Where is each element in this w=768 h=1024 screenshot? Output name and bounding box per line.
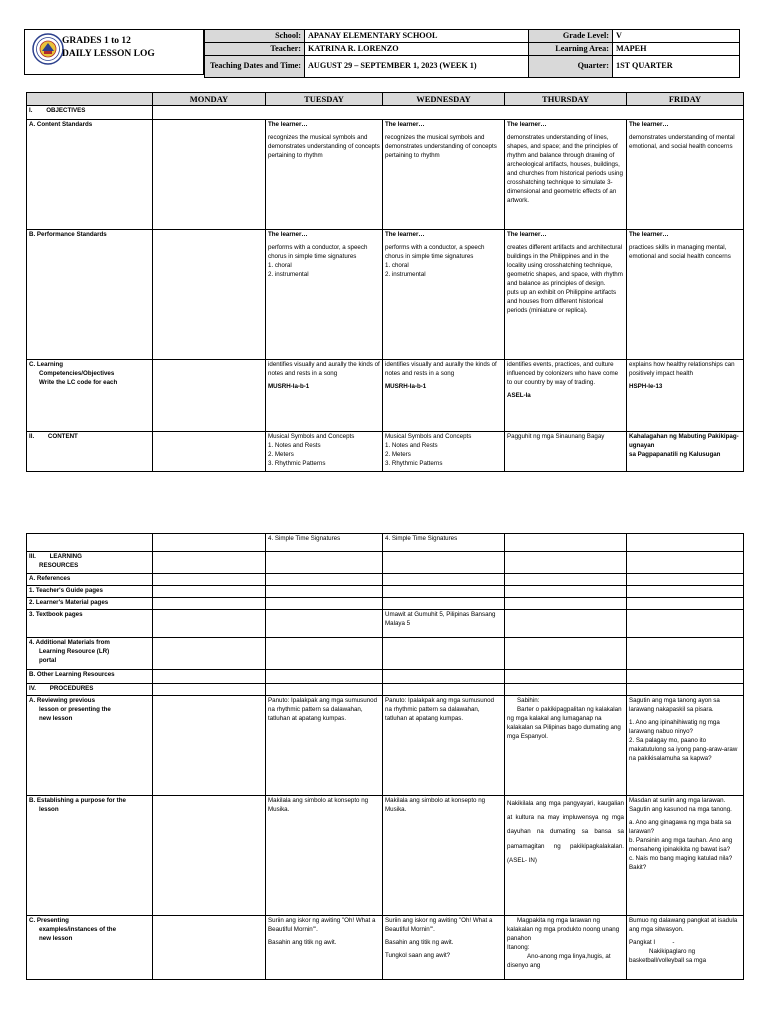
textbook-label: 3. Textbook pages (27, 609, 153, 637)
purpose-thu: Nakikilala ang mga pangyayari, kaugalian at kultura na may impluwensya ng mga dayuhan na dumating sa bansa sa pamamagitan ng pakikipagkalakalan. (ASEL- IN) (505, 795, 627, 915)
competencies-label (27, 360, 153, 432)
lc-wed-text: identifies visually and aurally the kinds of notes and rests in a song (385, 361, 497, 378)
log-title (62, 35, 155, 61)
lr-wed (383, 552, 505, 574)
ps-wed-head: The learner… (385, 231, 425, 239)
ref-wed (383, 574, 505, 586)
ref-mon (153, 574, 266, 586)
quarter-label: Quarter: (529, 55, 613, 77)
ps-wed-text: performs with a conductor, a speech chorus in simple time signatures (385, 244, 485, 261)
lesson-log-table-1 (26, 92, 744, 472)
header-title-box (24, 29, 204, 75)
cs-tue-head: The learner… (268, 121, 308, 129)
ps-tue-item-1: 1. choral (268, 262, 292, 270)
content-wed-2: 1. Notes and Rests (385, 442, 438, 450)
purpose-mon (153, 795, 266, 915)
content-standards-label: A. Content Standards (27, 120, 153, 230)
purpose-label (27, 795, 153, 915)
cont-mon (153, 534, 266, 552)
presenting-fri-2: Pangkat I - (629, 938, 675, 946)
content-standards-fri (627, 120, 744, 230)
content-standards-thu (505, 120, 627, 230)
tb-wed: Umawit at Gumuhit 5, Pilipinas Bansang Malaya 5 (383, 609, 505, 637)
content-fri-1: Kahalagahan ng Mabuting Pakikipag-ugnayan (629, 433, 739, 450)
cont-fri (627, 534, 744, 552)
purpose-label-2: lesson (39, 805, 59, 813)
lc-thu-code: ASEL-Ia (507, 392, 531, 400)
lm-thu (505, 597, 627, 609)
cont-wed: 4. Simple Time Signatures (383, 534, 505, 552)
day-header-wednesday: WEDNESDAY (383, 93, 505, 106)
lr-tue (266, 552, 383, 574)
ps-wed-item-2: 2. instrumental (385, 271, 426, 279)
content-tue-3: 2. Meters (268, 451, 294, 459)
review-thu-2: Barter o pakikipagpalitan ng kalakalan ng mga kalakal ang lumaganap na kalakalan sa Pilipinas bago dumating ang mga Espanyol. (507, 705, 622, 740)
presenting-thu-1: Magpakita ng mga larawan ng kalakalan ng mga produkto noong unang panahon (507, 916, 620, 942)
presenting-thu-2: Itanong: (507, 943, 530, 951)
references-label: A. References (27, 574, 153, 586)
lesson-log-table-2 (26, 533, 744, 980)
objectives-label: I. OBJECTIVES (27, 106, 153, 120)
content-wed-1: Musical Symbols and Concepts (385, 433, 472, 441)
lm-wed (383, 597, 505, 609)
additional-label-3: portal (39, 656, 57, 664)
teacher-value: KATRINA R. LORENZO (305, 42, 529, 55)
cont-thu (505, 534, 627, 552)
competencies-label-3: Write the LC code for each (39, 379, 118, 387)
presenting-tue-1: Suriin ang iskor ng awiting "Oh! What a Beautiful Mornin'". (268, 916, 376, 933)
ref-fri (627, 574, 744, 586)
reviewing-label-3: new lesson (39, 714, 73, 722)
am-fri (627, 637, 744, 669)
ps-tue-head: The learner… (268, 231, 308, 239)
lm-tue (266, 597, 383, 609)
tb-tue (266, 609, 383, 637)
competencies-label-1: C. Learning (29, 361, 64, 369)
cs-thu-head: The learner… (507, 121, 547, 129)
reviewing-label-2: lesson or presenting the (39, 705, 111, 713)
purpose-fri-4: c. Nais mo bang maging katulad nila? Bakit? (629, 854, 733, 871)
dates-value: AUGUST 29 – SEPTEMBER 1, 2023 (WEEK 1) (305, 55, 529, 77)
olr-mon (153, 669, 266, 683)
cs-thu-text: demonstrates understanding of lines, shapes, and space; and the principles of rhythm and balance through drawing of archeological artifacts, houses, buildings, and churches from historical periods using crosshatching technique to simulate 3-dimensional and geometric effects of an artwork. (507, 134, 623, 205)
grade-value: V (613, 30, 740, 43)
purpose-fri-2: a. Ano ang ginagawa ng mga bata sa larawan? (629, 818, 732, 835)
presenting-tue (266, 915, 383, 979)
lr-thu (505, 552, 627, 574)
purpose-fri-3: b. Pansinin ang mga tauhan. Ano ang mensaheng ipinakikita ng bawat isa? (629, 836, 733, 853)
presenting-wed-1: Suriin ang iskor ng awiting "Oh! What a Beautiful Mornin'". (385, 916, 493, 933)
content-wed-4: 3. Rhythmic Patterns (385, 460, 443, 468)
ps-wed-item-1: 1. choral (385, 262, 409, 270)
performance-standards-thu (505, 230, 627, 360)
content-wed (383, 432, 505, 472)
tg-wed (383, 585, 505, 597)
tg-fri (627, 585, 744, 597)
purpose-fri-1: Masdan at suriin ang mga larawan. Sagutin ang kasunod na mga tanong. (629, 796, 732, 813)
competencies-wed (383, 360, 505, 432)
proc-thu (505, 683, 627, 695)
tg-thu (505, 585, 627, 597)
am-mon (153, 637, 266, 669)
tb-mon (153, 609, 266, 637)
purpose-fri (627, 795, 744, 915)
day-header-friday: FRIDAY (627, 93, 744, 106)
title-line-2: DAILY LESSON LOG (62, 48, 155, 59)
lc-fri-text: explains how healthy relationships can positively impact health (629, 361, 735, 378)
cont-label-blank (27, 534, 153, 552)
cs-fri-head: The learner… (629, 121, 669, 129)
header-info-table (204, 29, 740, 78)
teachers-guide-label: 1. Teacher's Guide pages (27, 585, 153, 597)
content-mon (153, 432, 266, 472)
lr-fri (627, 552, 744, 574)
content-wed-3: 2. Meters (385, 451, 411, 459)
presenting-thu-3: Ano-anong mga linya,hugis, at disenyo ang (507, 952, 611, 969)
ps-tue-text: performs with a conductor, a speech chorus in simple time signatures (268, 244, 368, 261)
proc-fri (627, 683, 744, 695)
performance-standards-label: B. Performance Standards (27, 230, 153, 360)
presenting-label (27, 915, 153, 979)
content-fri (627, 432, 744, 472)
reviewing-label-1: A. Reviewing previous (29, 696, 96, 704)
quarter-value: 1ST QUARTER (613, 55, 740, 77)
presenting-mon (153, 915, 266, 979)
cont-tue: 4. Simple Time Signatures (266, 534, 383, 552)
proc-tue (266, 683, 383, 695)
review-tue: Panuto: Ipalakpak ang mga sumusunod na rhythmic pattern sa dalawahan, tatluhan at apatang kumpas. (266, 695, 383, 795)
purpose-tue: Makilala ang simbolo at konsepto ng Musika. (266, 795, 383, 915)
competencies-fri (627, 360, 744, 432)
review-fri-2: 1. Ano ang ipinahihiwatig ng mga larawang nabuo ninyo? (629, 718, 720, 735)
presenting-label-3: new lesson (39, 934, 73, 942)
content-label: II. CONTENT (27, 432, 153, 472)
ps-thu-text: creates different artifacts and architectural buildings in the Philippines and in the locality using crosshatching technique, geometric shapes, and space, with rhythm and balance as principles of design. (507, 244, 623, 288)
performance-standards-mon (153, 230, 266, 360)
ps-tue-item-2: 2. instrumental (268, 271, 309, 279)
content-standards-tue (266, 120, 383, 230)
content-thu-text: Pagguhit ng mga Sinaunang Bagay (507, 433, 605, 441)
review-thu-1: Sabihin: (517, 696, 540, 704)
presenting-wed-2: Basahin ang titik ng awit. (385, 938, 454, 946)
am-wed (383, 637, 505, 669)
am-tue (266, 637, 383, 669)
review-wed: Panuto: Ipalakpak ang mga sumusunod na rhythmic pattern sa dalawahan, tatluhan at apatang kumpas. (383, 695, 505, 795)
additional-label-2: Learning Resource (LR) (39, 647, 110, 655)
presenting-fri-3: Nakikipaglaro ng basketball/volleyball sa mga (629, 947, 707, 964)
deped-seal-icon (32, 33, 64, 65)
objectives-blank (153, 106, 744, 120)
olr-thu (505, 669, 627, 683)
ref-tue (266, 574, 383, 586)
review-mon (153, 695, 266, 795)
presenting-tue-2: Basahin ang titik ng awit. (268, 938, 337, 946)
purpose-wed: Makilala ang simbolo at konsepto ng Musika. (383, 795, 505, 915)
teacher-label: Teacher: (205, 42, 305, 55)
grade-label: Grade Level: (529, 30, 613, 43)
cs-wed-text: recognizes the musical symbols and demonstrates understanding of concepts pertaining to rhythm (385, 134, 497, 160)
area-value: MAPEH (613, 42, 740, 55)
performance-standards-wed (383, 230, 505, 360)
cs-wed-head: The learner… (385, 121, 425, 129)
presenting-label-1: C. Presenting (29, 916, 69, 924)
reviewing-label (27, 695, 153, 795)
title-line-1: GRADES 1 to 12 (62, 36, 131, 46)
day-header-tuesday: TUESDAY (266, 93, 383, 106)
lm-mon (153, 597, 266, 609)
content-fri-2: sa Pagpapanatili ng Kalusugan (629, 451, 721, 459)
lr-mon (153, 552, 266, 574)
lc-tue-code: MUSRH-Ia-b-1 (268, 383, 310, 391)
competencies-mon (153, 360, 266, 432)
tg-tue (266, 585, 383, 597)
content-tue-2: 1. Notes and Rests (268, 442, 321, 450)
day-header-monday: MONDAY (153, 93, 266, 106)
review-fri-3: 2. Sa palagay mo, paano ito makatutulong sa iyong pang-araw-araw na pakikisalamuha sa kapwa? (629, 736, 738, 762)
content-tue-1: Musical Symbols and Concepts (268, 433, 355, 441)
tb-thu (505, 609, 627, 637)
presenting-wed-3: Tungkol saan ang awit? (385, 951, 451, 959)
lc-tue-text: identifies visually and aurally the kinds of notes and rests in a song (268, 361, 380, 378)
dates-label: Teaching Dates and Time: (205, 55, 305, 77)
school-label: School: (205, 30, 305, 43)
corner-cell (27, 93, 153, 106)
competencies-tue (266, 360, 383, 432)
olr-tue (266, 669, 383, 683)
additional-label-1: 4. Additional Materials from (29, 638, 110, 646)
learners-material-label: 2. Learner's Material pages (27, 597, 153, 609)
ps-thu-text-2: puts up an exhibit on Philippine artifacts and houses from different historical periods (miniature or replica). (507, 289, 617, 315)
tb-fri (627, 609, 744, 637)
day-header-thursday: THURSDAY (505, 93, 627, 106)
olr-fri (627, 669, 744, 683)
learning-resources-label (27, 552, 153, 574)
competencies-label-2: Competencies/Objectives (39, 370, 115, 378)
performance-standards-fri (627, 230, 744, 360)
ps-fri-head: The learner… (629, 231, 669, 239)
content-thu (505, 432, 627, 472)
review-fri-1: Sagutin ang mga tanong ayon sa larawang nakapaskil sa pisara. (629, 696, 720, 713)
area-label: Learning Area: (529, 42, 613, 55)
procedures-label: IV. PROCEDURES (27, 683, 153, 695)
proc-mon (153, 683, 266, 695)
am-thu (505, 637, 627, 669)
content-tue-4: 3. Rhythmic Patterns (268, 460, 326, 468)
learning-resources-label-2: RESOURCES (39, 561, 79, 569)
performance-standards-tue (266, 230, 383, 360)
lc-thu-text: identifies events, practices, and culture influenced by colonizers who have come to our country by way of trading. (507, 361, 619, 387)
cs-fri-text: demonstrates understanding of mental emotional, and social health concerns (629, 134, 735, 151)
ref-thu (505, 574, 627, 586)
cs-tue-text: recognizes the musical symbols and demonstrates understanding of concepts pertaining to rhythm (268, 134, 380, 160)
olr-wed (383, 669, 505, 683)
review-fri (627, 695, 744, 795)
school-value: APANAY ELEMENTARY SCHOOL (305, 30, 529, 43)
presenting-wed (383, 915, 505, 979)
competencies-thu (505, 360, 627, 432)
purpose-label-1: B. Establishing a purpose for the (29, 796, 126, 804)
presenting-label-2: examples/instances of the (39, 925, 117, 933)
presenting-fri (627, 915, 744, 979)
lm-fri (627, 597, 744, 609)
ps-fri-text: practices skills in managing mental, emotional and social health concerns (629, 244, 731, 261)
content-standards-mon (153, 120, 266, 230)
lc-fri-code: HSPH-Ie-13 (629, 383, 663, 391)
review-thu (505, 695, 627, 795)
additional-materials-label (27, 637, 153, 669)
presenting-thu (505, 915, 627, 979)
lc-wed-code: MUSRH-Ia-b-1 (385, 383, 427, 391)
learning-resources-label-1: III. LEARNING (29, 553, 82, 560)
content-standards-wed (383, 120, 505, 230)
presenting-fri-1: Bumuo ng dalawang pangkat at isadula ang mga sitwasyon. (629, 916, 738, 933)
content-tue (266, 432, 383, 472)
proc-wed (383, 683, 505, 695)
tg-mon (153, 585, 266, 597)
other-resources-label: B. Other Learning Resources (27, 669, 153, 683)
ps-thu-head: The learner… (507, 231, 547, 239)
